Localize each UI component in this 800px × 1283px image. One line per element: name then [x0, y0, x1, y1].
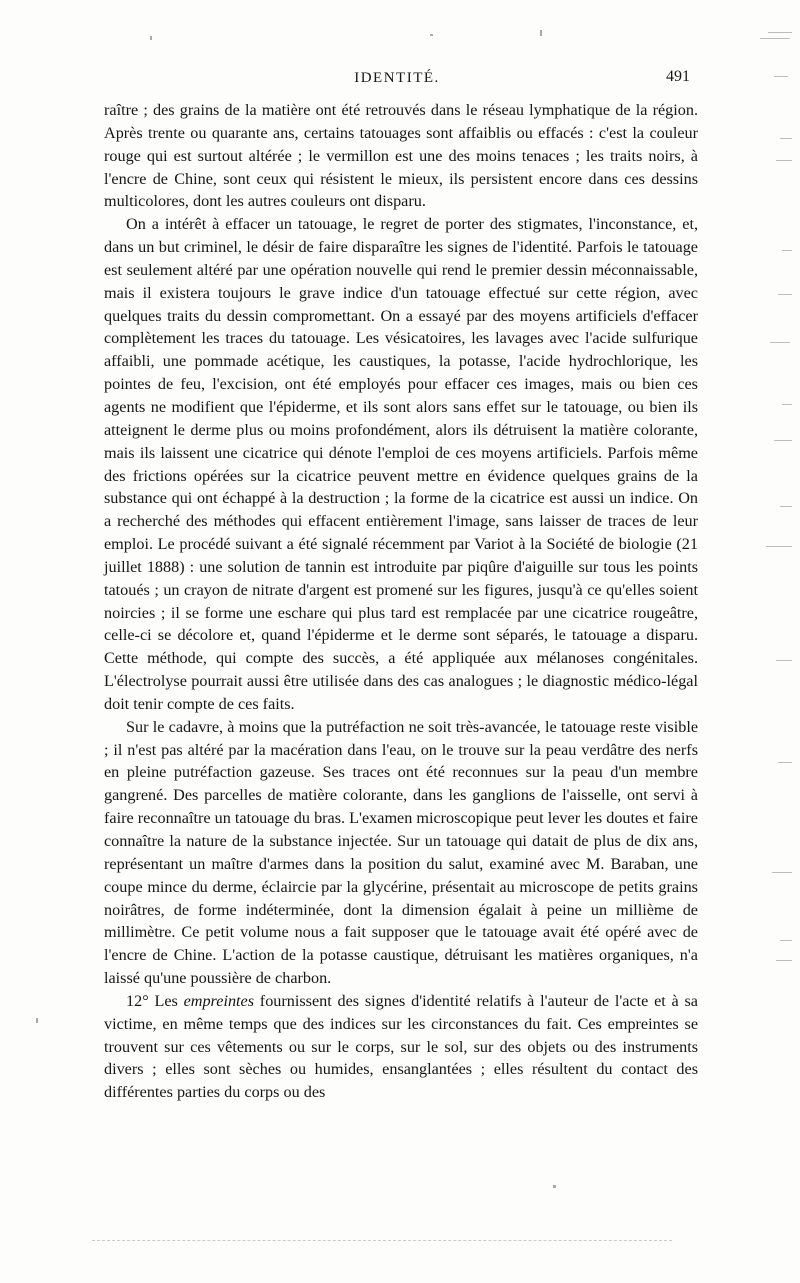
scan-speck [430, 34, 433, 36]
paragraph-text: Sur le cadavre, à moins que la putréfaction ne soit très-avancée, le tatouage reste visible ; il n'est pas altéré par la macération dans l'eau, on le trouve sur la peau verdâtre des nerfs en pleine putréfaction gazeuse. Ses traces ont été reconnues sur la peau d'un membre gangrené. Des parcelles de matière colorante, dans les ganglions de l'aisselle, ont servi à faire reconnaître un tatouage du bras. L'examen microscopique peut lever les doutes et faire connaître la nature de la substance injectée. Sur un tatouage qui datait de plus de dix ans, représentant un maître d'armes dans la position du salut, examiné avec M. Baraban, une coupe mince du derme, éclaircie par la glycérine, présentait au microscope de petits grains noirâtres, de forme indéterminée, dont la dimension égalait à peine un millième de millimètre. Ce petit volume nous a fait supposer que le tatouage avait été opéré avec de l'encre de Chine. L'action de la potasse caustique, détruisant les matières organiques, n'a laissé qu'une poussière de charbon. [104, 717, 698, 988]
paragraph [104, 716, 698, 990]
emphasized-term: empreintes [183, 991, 255, 1010]
paragraph-lead: 12° Les [126, 991, 184, 1010]
scan-speck [150, 36, 152, 40]
page-number: 491 [666, 68, 690, 85]
paragraph [104, 213, 698, 716]
paragraph [104, 99, 698, 213]
paragraph [104, 990, 698, 1104]
body-text [104, 99, 698, 1104]
paragraph-text: fournissent des signes d'identité relatifs à l'auteur de l'acte et à sa victime, en même temps que des indices sur les circonstances du fait. Ces empreintes se trouvent sur ces vêtements ou sur le corps, sur le sol, sur des objets ou des instruments divers ; elles sont sèches ou humides, ensanglantées ; elles résultent du contact des différentes parties du corps ou des [104, 991, 698, 1102]
scan-speck [540, 30, 542, 36]
paragraph-text: On a intérêt à effacer un tatouage, le regret de porter des stigmates, l'inconstance, et, dans un but criminel, le désir de faire disparaître les signes de l'identité. Parfois le tatouage est seulement altéré par une opération nouvelle qui rend le premier dessin méconnaissable, mais il existera toujours le grave indice d'un tatouage effectué sur cette région, avec quelques traits du dessin compromettant. On a essayé par des moyens artificiels d'effacer complètement les traces du tatouage. Les vésicatoires, les lavages avec l'acide sulfurique affaibli, une pommade acétique, les caustiques, la potasse, l'acide hydrochlorique, les pointes de feu, l'excision, ont été employés pour effacer ces images, mais ou bien ces agents ne modifient que l'épiderme, et ils sont alors sans effet sur le tatouage, ou bien ils atteignent le derme plus ou moins profondément, alors ils détruisent la matière colorante, mais ils laissent une cicatrice qui dénote l'emploi de ces moyens artificiels. Parfois même des frictions opérées sur la cicatrice peuvent mettre en évidence quelques grains de la substance qui ont échappé à la destruction ; la forme de la cicatrice est aussi un indice. On a recherché des méthodes qui effacent entièrement l'image, sans laisser de traces de leur emploi. Le procédé suivant a été signalé récemment par Variot à la Société de biologie (21 juillet 1888) : une solution de tannin est introduite par piqûre d'aiguille sur tous les points tatoués ; un crayon de nitrate d'argent est promené sur les figures, jusqu'à ce qu'elles soient noircies ; il se forme une eschare qui plus tard est remplacée par une cicatrice rougeâtre, celle-ci se décolore et, quand l'épiderme et le derme sont séparés, le tatouage a disparu. Cette méthode, qui compte des succès, a été appliquée aux mélanoses congénitales. L'électrolyse pourrait aussi être utilisée dans des cas analogues ; le diagnostic médico-légal doit tenir compte de ces faits. [104, 215, 698, 713]
scan-speck [553, 1185, 556, 1188]
scan-bottom-rule [92, 1240, 672, 1241]
paragraph-text: raître ; des grains de la matière ont été retrouvés dans le réseau lymphatique de la région. Après trente ou quarante ans, certains tatouages sont affaiblis ou effacés : c'est la couleur rouge qui est surtout altérée ; le vermillon est une des moins tenaces ; les traits noirs, à l'encre de Chine, sont ceux qui résistent le mieux, ils persistent encore dans ces dessins multicolores, dont les autres couleurs ont disparu. [104, 101, 698, 211]
running-title: IDENTITÉ. [354, 70, 440, 86]
scan-edge-marks [730, 20, 800, 1020]
page-header [104, 70, 690, 94]
scan-speck [36, 1018, 38, 1023]
